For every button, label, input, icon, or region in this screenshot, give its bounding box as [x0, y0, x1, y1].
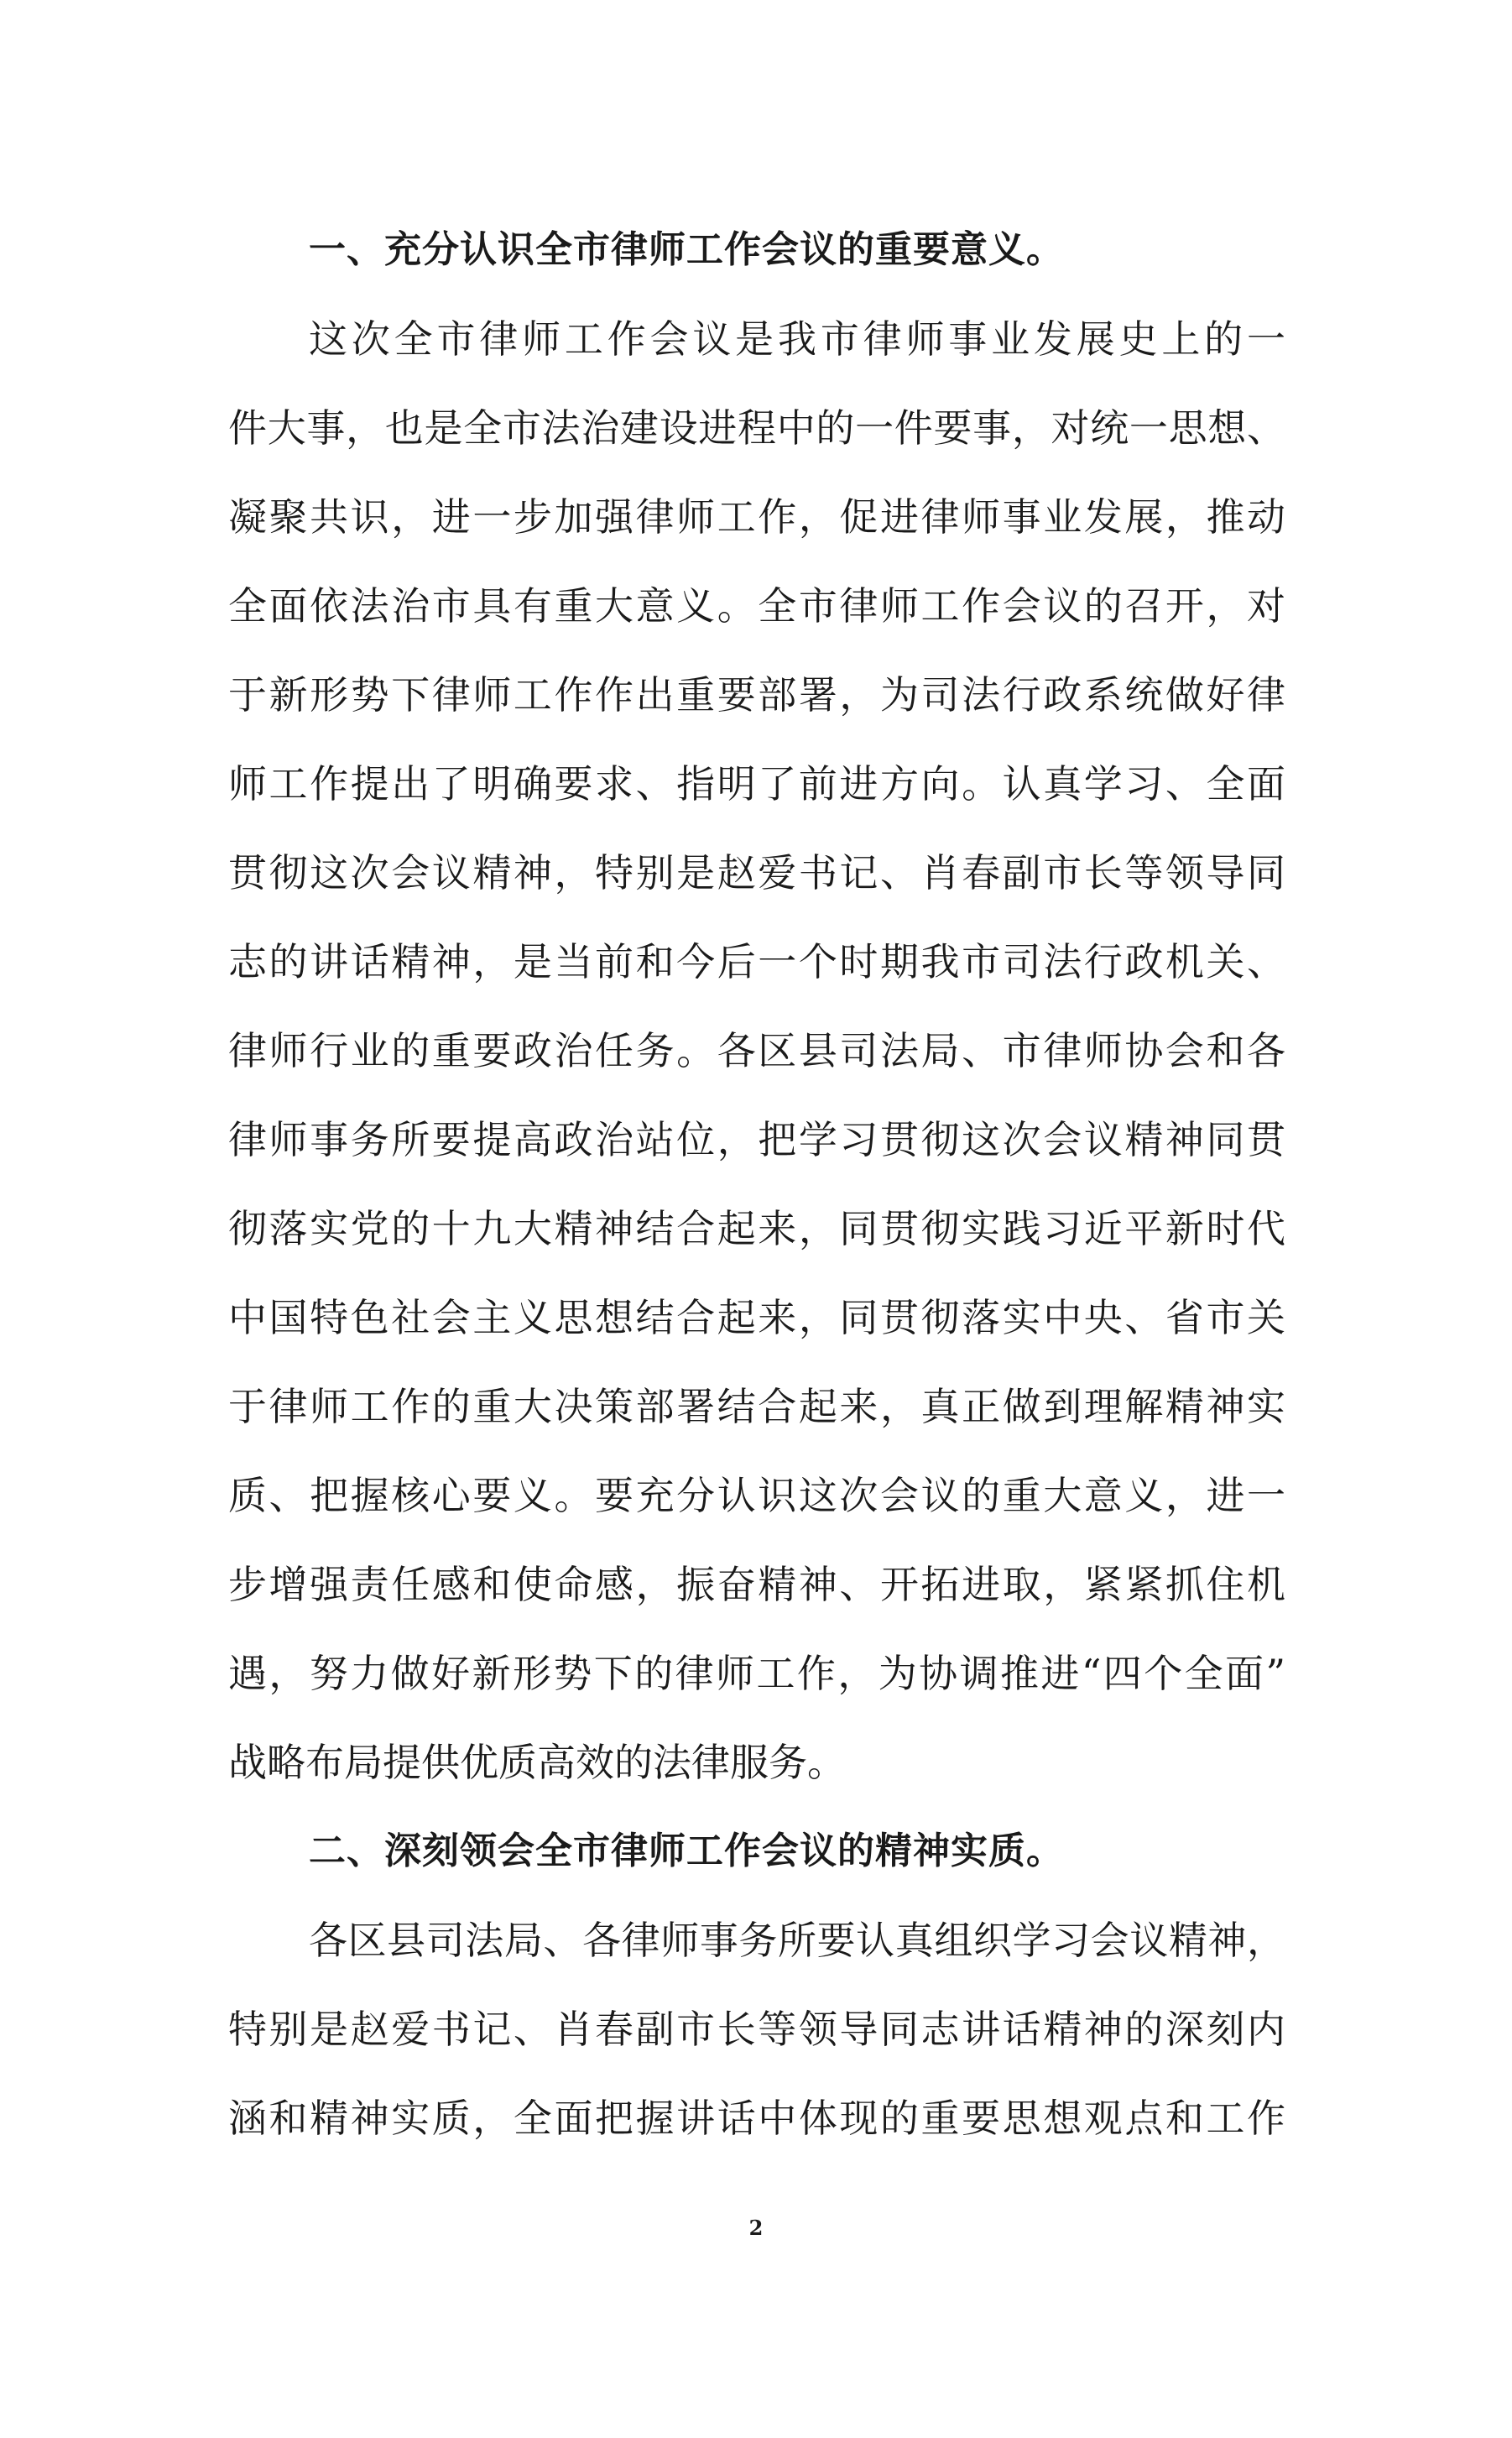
- paragraph-line: 律师事务所要提高政治站位，把学习贯彻这次会议精神同贯: [228, 1117, 1285, 1162]
- paragraph-line: 涵和精神实质，全面把握讲话中体现的重要思想观点和工作: [228, 2096, 1285, 2141]
- document-body: [228, 206, 1285, 2163]
- paragraph-line: 彻落实党的十九大精神结合起来，同贯彻实践习近平新时代: [228, 1206, 1285, 1251]
- paragraph-line: 步增强责任感和使命感，振奋精神、开拓进取，紧紧抓住机: [228, 1562, 1285, 1607]
- paragraph-line: 各区县司法局、各律师事务所要认真组织学习会议精神，: [309, 1918, 1285, 1963]
- section-2-paragraph: [228, 1896, 1285, 2163]
- paragraph-line: 质、把握核心要义。要充分认识这次会议的重大意义，进一: [228, 1473, 1285, 1518]
- paragraph-line: 战略布局提供优质高效的法律服务。: [228, 1740, 846, 1785]
- paragraph-line: 遇，努力做好新形势下的律师工作，为协调推进“四个全面”: [228, 1651, 1285, 1696]
- paragraph-line: 于新形势下律师工作作出重要部署，为司法行政系统做好律: [228, 672, 1285, 718]
- section-1-paragraph: [228, 295, 1285, 1807]
- paragraph-line: 于律师工作的重大决策部署结合起来，真正做到理解精神实: [228, 1384, 1285, 1429]
- section-heading-2: 二、深刻领会全市律师工作会议的精神实质。: [309, 1830, 1064, 1872]
- paragraph-line: 特别是赵爱书记、肖春副市长等领导同志讲话精神的深刻内: [228, 2007, 1285, 2052]
- paragraph-line: 这次全市律师工作会议是我市律师事业发展史上的一: [309, 316, 1285, 362]
- paragraph-line: 贯彻这次会议精神，特别是赵爱书记、肖春副市长等领导同: [228, 850, 1285, 895]
- paragraph-line: 全面依法治市具有重大意义。全市律师工作会议的召开，对: [228, 583, 1285, 629]
- paragraph-line: 凝聚共识，进一步加强律师工作，促进律师事业发展，推动: [228, 494, 1285, 540]
- section-heading-1: 一、充分认识全市律师工作会议的重要意义。: [309, 228, 1064, 271]
- paragraph-line: 件大事，也是全市法治建设进程中的一件要事，对统一思想、: [228, 405, 1285, 451]
- paragraph-line: 志的讲话精神，是当前和今后一个时期我市司法行政机关、: [228, 939, 1285, 984]
- paragraph-line: 律师行业的重要政治任务。各区县司法局、市律师协会和各: [228, 1028, 1285, 1073]
- paragraph-line: 中国特色社会主义思想结合起来，同贯彻落实中央、省市关: [228, 1295, 1285, 1340]
- page-number: 2: [748, 2216, 764, 2240]
- paragraph-line: 师工作提出了明确要求、指明了前进方向。认真学习、全面: [228, 761, 1285, 807]
